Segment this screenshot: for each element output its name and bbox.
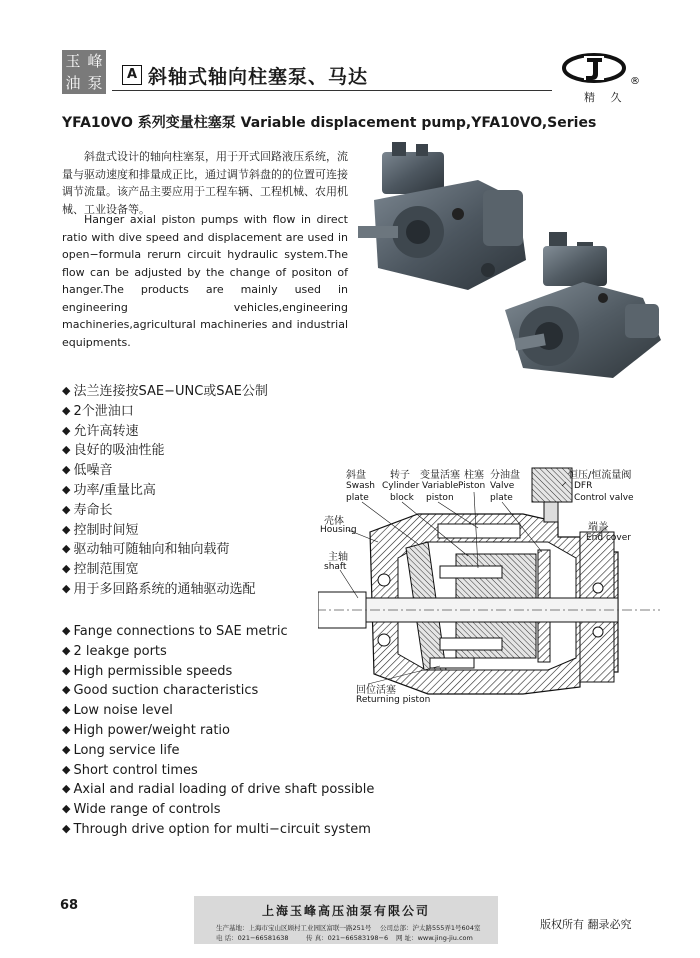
product-subtitle: YFA10VO 系列变量柱塞泵 Variable displacement pump,YFA10VO,Series <box>62 115 597 131</box>
section-title: 斜轴式轴向柱塞泵、马达 <box>148 66 369 88</box>
registered-mark: ® <box>630 76 640 87</box>
features-list-chinese <box>62 382 268 600</box>
list-item: ◆ 控制范围宽 <box>62 560 268 580</box>
list-item: ◆ 2 leakge ports <box>62 642 374 662</box>
label-housing-cn: 壳体 <box>324 516 344 527</box>
label-shaft-cn: 主轴 <box>328 552 348 563</box>
footer-fax: 传 真：021−66583198−6 <box>306 934 389 942</box>
badge-char-4: 泵 <box>87 74 103 92</box>
list-item: ◆ 法兰连接按SAE−UNC或SAE公制 <box>62 382 268 402</box>
list-item: ◆ 功率/重量比高 <box>62 481 268 501</box>
label-valve-en2: plate <box>490 493 513 503</box>
company-badge <box>62 50 106 94</box>
label-valve-cn: 分油盘 <box>490 470 520 481</box>
section-letter: A <box>122 65 142 85</box>
badge-char-3: 油 <box>65 74 81 92</box>
footer-hq-address: 公司总部：沪太路555弄1号604室 <box>380 924 481 932</box>
list-item: ◆ Axial and radial loading of drive shaft possible <box>62 780 374 800</box>
list-item: ◆ 2个泄油口 <box>62 402 268 422</box>
list-item: ◆ Fange connections to SAE metric <box>62 622 374 642</box>
company-name: 上海玉峰高压油泵有限公司 <box>261 904 430 918</box>
label-swash-en2: plate <box>346 493 369 503</box>
label-dfr-en2: Control valve <box>574 493 634 503</box>
label-dfr-en1: DFR <box>574 481 593 491</box>
list-item: ◆ 低噪音 <box>62 461 268 481</box>
badge-char-1: 玉 <box>65 52 81 70</box>
list-item: ◆ 寿命长 <box>62 501 268 521</box>
list-item: ◆ Wide range of controls <box>62 800 374 820</box>
list-item: ◆ High power/weight ratio <box>62 721 374 741</box>
label-cylinder-en1: Cylinder <box>382 481 420 491</box>
footer-factory-address: 生产基地：上海市宝山区顾村工业园区富联一路251号 <box>216 924 372 932</box>
label-shaft-en: shaft <box>324 562 347 572</box>
label-varpiston-en2: piston <box>426 493 454 503</box>
label-swash-en1: Swash <box>346 481 375 491</box>
intro-english: Hanger axial piston pumps with flow in direct ratio with dive speed and displacement are used in open−formula rerurn circuit hydraulic system.The flow can be adjusted by the change of positon of hanger.The products are mainly used in engineering vehicles,engineering machineries,agricultural machineries and industrial equipments. <box>62 213 348 349</box>
label-varpiston-cn: 变量活塞 <box>420 470 460 481</box>
badge-char-2: 峰 <box>87 52 103 70</box>
label-swash-cn: 斜盘 <box>346 470 366 481</box>
label-valve-en1: Valve <box>490 481 515 491</box>
label-piston-cn: 柱塞 <box>464 470 484 481</box>
list-item: ◆ Long service life <box>62 741 374 761</box>
label-piston-en: Piston <box>458 481 486 491</box>
pump-photo-front-view <box>493 232 663 384</box>
label-housing-en: Housing <box>320 525 357 535</box>
list-item: ◆ 用于多回路系统的通轴驱动选配 <box>62 580 268 600</box>
list-item: ◆ Short control times <box>62 761 374 781</box>
list-item: ◆ Good suction characteristics <box>62 681 374 701</box>
label-return-en: Returning piston <box>356 695 431 705</box>
label-dfr-cn: 恒压/恒流量阀 <box>568 470 632 481</box>
brand-logo-icon <box>556 50 646 94</box>
intro-chinese: 斜盘式设计的轴向柱塞泵，用于开式回路液压系统，流量与驱动速度和排量成正比，通过调节斜盘的的位置可连接调节流量。该产品主要应用于工程车辆、工程机械、农用机械、工业设备等。 <box>62 150 348 216</box>
list-item: ◆ 允许高转速 <box>62 422 268 442</box>
label-cylinder-en2: block <box>390 493 414 503</box>
list-item: ◆ Through drive option for multi−circuit system <box>62 820 374 840</box>
label-cylinder-cn: 转子 <box>390 470 410 481</box>
list-item: ◆ 控制时间短 <box>62 521 268 541</box>
copyright-notice: 版权所有 翻录必究 <box>540 918 632 931</box>
label-varpiston-en1: Variable <box>422 481 459 491</box>
list-item: ◆ 良好的吸油性能 <box>62 441 268 461</box>
header-rule <box>112 90 552 91</box>
page-number: 68 <box>60 898 79 913</box>
label-endcover-en: End cover <box>586 533 631 543</box>
list-item: ◆ 驱动轴可随轴向和轴向载荷 <box>62 540 268 560</box>
brand-name: 精 久 <box>584 91 628 104</box>
label-endcover-cn: 端盖 <box>588 522 608 533</box>
list-item: ◆ Low noise level <box>62 701 374 721</box>
footer-phone: 电 话：021−66581638 <box>216 934 289 942</box>
label-return-cn: 回位活塞 <box>356 685 396 696</box>
list-item: ◆ High permissible speeds <box>62 662 374 682</box>
footer-website: 网 址：www.jing-jiu.com <box>396 934 473 942</box>
